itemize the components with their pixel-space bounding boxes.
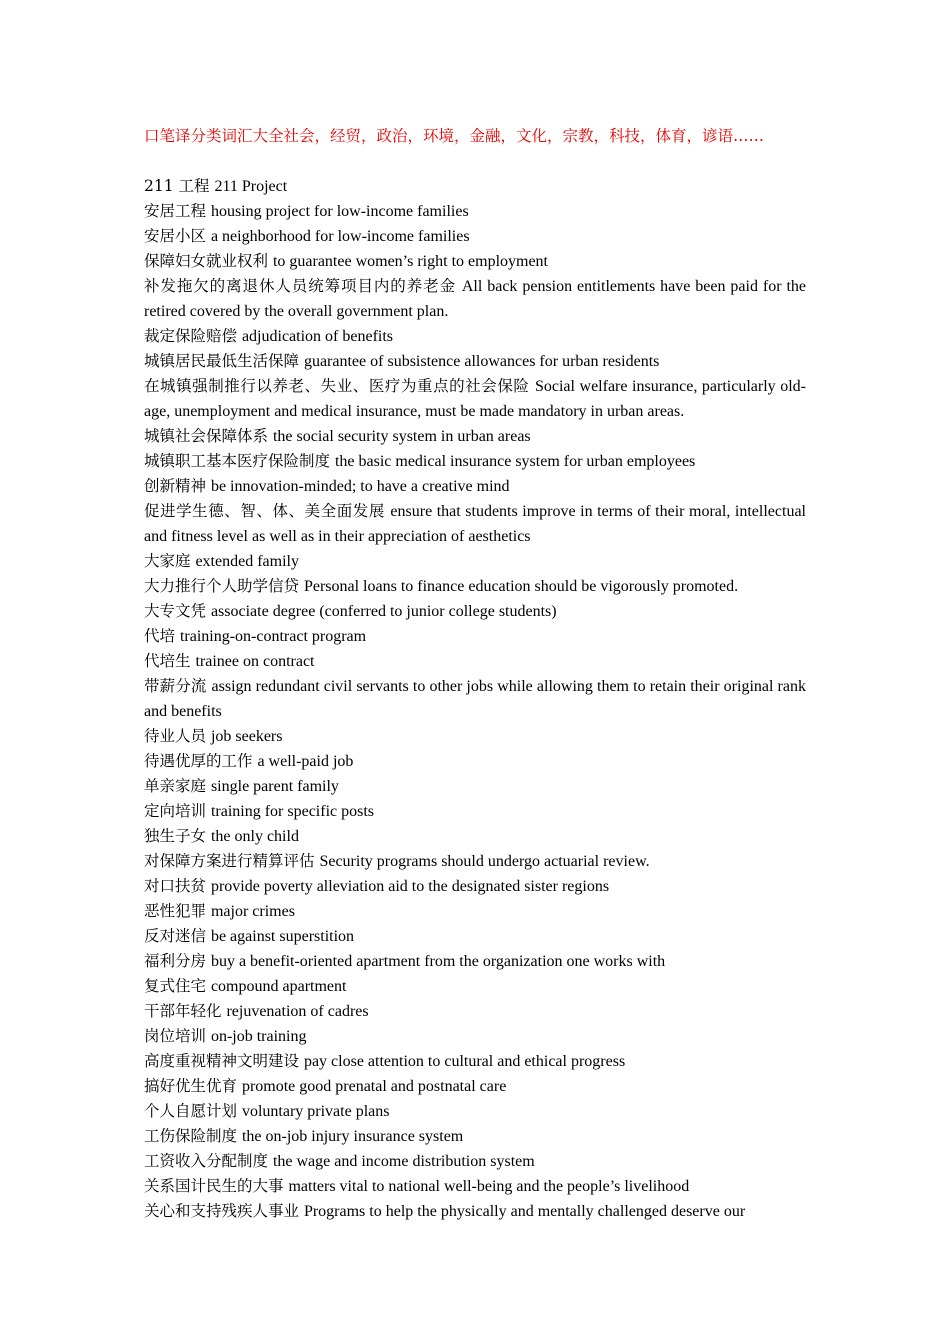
glossary-entry [144, 1199, 806, 1224]
entry-english-translation: All back pension entitlements have been paid for the retired covered by the overall government plan. [144, 278, 807, 320]
entry-english-translation: the wage and income distribution system [272, 1153, 535, 1170]
entry-chinese-term: 待遇优厚的工作 [144, 752, 253, 770]
entry-english-translation: the on-job injury insurance system [241, 1128, 464, 1145]
entry-english-translation: voluntary private plans [241, 1103, 390, 1120]
entry-chinese-term: 代培生 [144, 652, 191, 670]
entry-chinese-term: 带薪分流 [144, 677, 207, 695]
entry-chinese-term: 城镇居民最低生活保障 [144, 352, 300, 370]
entry-chinese-term: 对口扶贫 [144, 877, 207, 895]
glossary-entry [144, 799, 806, 824]
entry-english-translation: a well-paid job [257, 753, 354, 770]
glossary-entry [144, 599, 806, 624]
entry-english-translation: job seekers [210, 728, 283, 745]
entry-chinese-term: 大家庭 [144, 552, 191, 570]
glossary-entry [144, 824, 806, 849]
entry-chinese-term: 独生子女 [144, 827, 207, 845]
entry-english-translation: trainee on contract [195, 653, 315, 670]
entry-chinese-term: 关系国计民生的大事 [144, 1177, 284, 1195]
entry-chinese-term: 岗位培训 [144, 1027, 207, 1045]
entry-chinese-term: 大专文凭 [144, 602, 207, 620]
entry-chinese-term: 关心和支持残疾人事业 [144, 1202, 300, 1220]
entry-english-translation: a neighborhood for low-income families [210, 228, 470, 245]
entry-english-translation: Programs to help the physically and mentally challenged deserve our [303, 1203, 746, 1220]
glossary-entry [144, 1149, 806, 1174]
entry-chinese-term: 补发拖欠的离退休人员统筹项目内的养老金 [144, 277, 456, 295]
entry-english-translation: major crimes [210, 903, 295, 920]
glossary-entry [144, 549, 806, 574]
glossary-entry [144, 999, 806, 1024]
glossary-entry [144, 274, 806, 324]
glossary-entry [144, 724, 806, 749]
entry-chinese-term: 工伤保险制度 [144, 1127, 238, 1145]
entry-chinese-term: 定向培训 [144, 802, 207, 820]
glossary-entry [144, 574, 806, 599]
glossary-entry [144, 324, 806, 349]
entry-chinese-term: 城镇职工基本医疗保险制度 [144, 452, 331, 470]
glossary-entry [144, 224, 806, 249]
entry-english-translation: associate degree (conferred to junior college students) [210, 603, 557, 620]
glossary-entry [144, 899, 806, 924]
entry-english-translation: provide poverty alleviation aid to the designated sister regions [210, 878, 610, 895]
entry-english-translation: single parent family [210, 778, 339, 795]
entry-english-translation: buy a benefit-oriented apartment from the organization one works with [210, 953, 666, 970]
glossary-entry [144, 374, 806, 424]
entry-chinese-term: 恶性犯罪 [144, 902, 207, 920]
entry-english-translation: on-job training [210, 1028, 307, 1045]
glossary-entry [144, 974, 806, 999]
entry-chinese-term: 裁定保险赔偿 [144, 327, 238, 345]
glossary-entry [144, 949, 806, 974]
glossary-entry [144, 499, 806, 549]
entry-english-translation: housing project for low-income families [210, 203, 469, 220]
entry-chinese-term: 对保障方案进行精算评估 [144, 852, 315, 870]
entry-english-translation: the social security system in urban areas [272, 428, 531, 445]
entry-chinese-term: 单亲家庭 [144, 777, 207, 795]
entry-english-translation: matters vital to national well-being and the people’s livelihood [288, 1178, 690, 1195]
document-title: 口笔译分类词汇大全社会，经贸，政治，环境，金融，文化，宗教，科技，体育，谚语…… [144, 127, 765, 145]
entry-chinese-term: 个人自愿计划 [144, 1102, 238, 1120]
entry-english-translation: the basic medical insurance system for urban employees [334, 453, 696, 470]
glossary-entry [144, 749, 806, 774]
entry-english-translation: be innovation-minded; to have a creative mind [210, 478, 510, 495]
glossary-list [144, 174, 806, 1224]
glossary-entry [144, 774, 806, 799]
glossary-entry [144, 449, 806, 474]
entry-english-translation: be against superstition [210, 928, 355, 945]
entry-chinese-term: 大力推行个人助学信贷 [144, 577, 300, 595]
glossary-entry [144, 624, 806, 649]
entry-chinese-term: 搞好优生优育 [144, 1077, 238, 1095]
glossary-entry [144, 649, 806, 674]
entry-chinese-term: 城镇社会保障体系 [144, 427, 269, 445]
glossary-entry [144, 174, 806, 199]
glossary-entry [144, 474, 806, 499]
entry-chinese-term: 代培 [144, 627, 176, 645]
glossary-entry [144, 424, 806, 449]
entry-english-translation: rejuvenation of cadres [226, 1003, 369, 1020]
glossary-entry [144, 199, 806, 224]
entry-english-translation: guarantee of subsistence allowances for urban residents [303, 353, 660, 370]
entry-chinese-term: 在城镇强制推行以养老、失业、医疗为重点的社会保险 [144, 377, 530, 395]
entry-english-translation: training-on-contract program [179, 628, 367, 645]
entry-chinese-term: 高度重视精神文明建设 [144, 1052, 300, 1070]
entry-english-translation: the only child [210, 828, 299, 845]
glossary-entry [144, 924, 806, 949]
entry-chinese-term: 复式住宅 [144, 977, 207, 995]
glossary-entry [144, 1174, 806, 1199]
entry-english-translation: Security programs should undergo actuarial review. [319, 853, 650, 870]
glossary-entry [144, 1099, 806, 1124]
entry-english-translation: training for specific posts [210, 803, 375, 820]
glossary-entry [144, 674, 806, 724]
entry-english-translation: ensure that students improve in terms of their moral, intellectual and fitness level as well as in their appreciation of aesthetics [144, 503, 806, 545]
glossary-entry [144, 1049, 806, 1074]
entry-chinese-term: 工资收入分配制度 [144, 1152, 269, 1170]
glossary-entry [144, 849, 806, 874]
glossary-entry [144, 249, 806, 274]
entry-chinese-term: 安居工程 [144, 202, 207, 220]
glossary-entry [144, 1074, 806, 1099]
entry-english-translation: to guarantee women’s right to employment [272, 253, 548, 270]
entry-chinese-term: 促进学生德、智、体、美全面发展 [144, 502, 385, 520]
glossary-entry [144, 349, 806, 374]
glossary-entry [144, 1024, 806, 1049]
document-page [144, 124, 806, 1224]
entry-chinese-term: 反对迷信 [144, 927, 207, 945]
entry-english-translation: extended family [195, 553, 299, 570]
entry-english-translation: promote good prenatal and postnatal care [241, 1078, 507, 1095]
entry-chinese-term: 保障妇女就业权利 [144, 252, 269, 270]
entry-english-translation: compound apartment [210, 978, 347, 995]
entry-english-translation: assign redundant civil servants to other jobs while allowing them to retain their original rank and benefits [144, 678, 806, 720]
entry-chinese-term: 福利分房 [144, 952, 207, 970]
entry-english-translation: 211 Project [214, 178, 288, 195]
entry-english-translation: Social welfare insurance, particularly old-age, unemployment and medical insurance, must be made mandatory in urban areas. [144, 378, 806, 420]
entry-english-translation: Personal loans to finance education should be vigorously promoted. [303, 578, 739, 595]
entry-english-translation: pay close attention to cultural and ethical progress [303, 1053, 626, 1070]
entry-chinese-term: 创新精神 [144, 477, 207, 495]
entry-chinese-term: 安居小区 [144, 227, 207, 245]
entry-english-translation: adjudication of benefits [241, 328, 394, 345]
entry-chinese-term: 干部年轻化 [144, 1002, 222, 1020]
entry-chinese-term: 211 工程 [144, 177, 210, 195]
glossary-entry [144, 1124, 806, 1149]
glossary-entry [144, 874, 806, 899]
entry-chinese-term: 待业人员 [144, 727, 207, 745]
